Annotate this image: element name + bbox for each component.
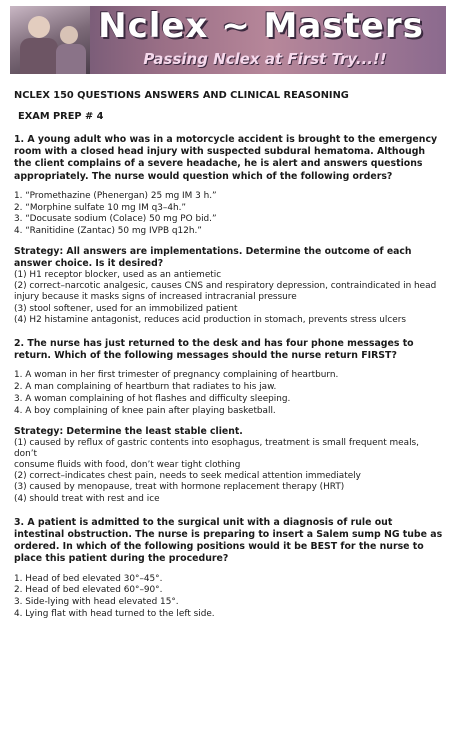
rationale-line: (4) should treat with rest and ice: [14, 493, 160, 504]
question-2-rationale: [14, 438, 444, 505]
option: 2. “Morphine sulfate 10 mg IM q3–4h.”: [14, 202, 187, 213]
rationale-line: (1) caused by reflux of gastric contents into esophagus, treatment is small frequent meals, don’t: [14, 437, 419, 459]
option: 2. A man complaining of heartburn that radiates to his jaw.: [14, 382, 277, 393]
option: 3. A woman complaining of hot flashes and difficulty sleeping.: [14, 394, 291, 405]
question-3-text: 3. A patient is admitted to the surgical unit with a diagnosis of rule out intestinal obstruction. The nurse is preparing to insert a Salem sump NG tube as ordered. In which of the following positions would it be BEST for the nurse to place this patient during the procedure?: [14, 516, 443, 565]
option: 1. “Promethazine (Phenergan) 25 mg IM 3 h.”: [14, 190, 217, 201]
rationale-line: (2) correct–narcotic analgesic, causes CNS and respiratory depression, contraindicated in head: [14, 281, 437, 292]
rationale-line: consume fluids with food, don’t wear tight clothing: [14, 460, 241, 471]
document-heading: NCLEX 150 QUESTIONS ANSWERS AND CLINICAL REASONING: [14, 90, 349, 101]
option: 3. “Docusate sodium (Colace) 50 mg PO bid.”: [14, 214, 217, 225]
option: 3. Side-lying with head elevated 15°.: [14, 597, 179, 608]
document-body: [0, 90, 456, 621]
option: 1. A woman in her first trimester of pregnancy complaining of heartburn.: [14, 370, 339, 381]
question-1-text: 1. A young adult who was in a motorcycle accident is brought to the emergency room with a closed head injury with suspected subdural hematoma. Although the client complains of a severe headache, he is alert and answers questions appropriately. The nurse would question which of the following orders?: [14, 134, 438, 182]
banner-photo: [10, 6, 90, 74]
question-3-options: [14, 574, 444, 621]
option: 4. Lying flat with head turned to the left side.: [14, 609, 215, 620]
question-1-strategy: Strategy: All answers are implementations. Determine the outcome of each answer choice. Is it desired?: [14, 246, 412, 269]
rationale-line: (2) correct–indicates chest pain, needs to seek medical attention immediately: [14, 471, 361, 482]
rationale-line: (3) caused by menopause, treat with hormone replacement therapy (HRT): [14, 482, 345, 493]
exam-prep-label: EXAM PREP # 4: [18, 111, 104, 122]
question-2-options: [14, 370, 444, 417]
option: 4. A boy complaining of knee pain after playing basketball.: [14, 405, 276, 416]
option: 1. Head of bed elevated 30°–45°.: [14, 573, 163, 584]
option: 2. Head of bed elevated 60°–90°.: [14, 585, 163, 596]
question-1-rationale: [14, 270, 444, 326]
question-1-options: [14, 191, 444, 238]
rationale-line: injury because it masks signs of increased intracranial pressure: [14, 292, 297, 303]
banner-subtitle: Passing Nclex at First Try...!!: [143, 50, 387, 68]
question-2-strategy: Strategy: Determine the least stable client.: [14, 425, 243, 437]
header-banner: [10, 6, 446, 74]
option: 4. “Ranitidine (Zantac) 50 mg IVPB q12h.”: [14, 226, 202, 237]
rationale-line: (4) H2 histamine antagonist, reduces acid production in stomach, prevents stress ulcers: [14, 314, 407, 325]
banner-title: Nclex ~ Masters: [98, 6, 424, 46]
question-2-text: 2. The nurse has just returned to the desk and has four phone messages to return. Which of the following messages should the nurse return FIRST?: [14, 338, 414, 362]
rationale-line: (3) stool softener, used for an immobilized patient: [14, 303, 238, 314]
rationale-line: (1) H1 receptor blocker, used as an antiemetic: [14, 270, 222, 280]
